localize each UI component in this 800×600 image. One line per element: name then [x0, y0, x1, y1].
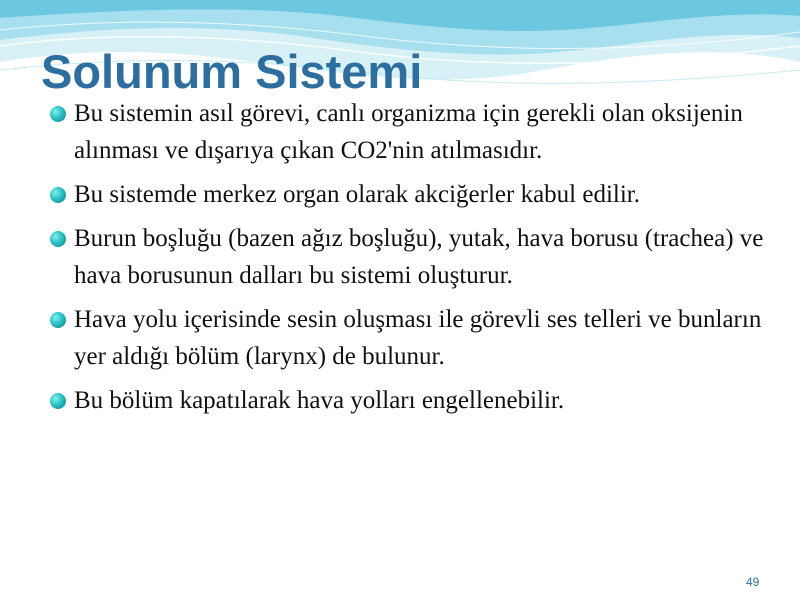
slide-title: Solunum Sistemi — [41, 45, 423, 98]
bullet-item — [50, 301, 770, 375]
bullet-item — [50, 95, 770, 169]
bullet-dot-icon — [50, 106, 66, 122]
bullet-text: Bu sistemde merkez organ olarak akciğerler kabul edilir. — [74, 181, 641, 208]
bullet-item — [50, 382, 770, 419]
bullet-dot-icon — [50, 187, 66, 203]
bullet-text: Bu bölüm kapatılarak hava yolları engellenebilir. — [74, 387, 565, 414]
page-number: 49 — [746, 575, 760, 589]
bullet-dot-icon — [50, 312, 66, 328]
bullet-text: Hava yolu içerisinde sesin oluşması ile görevli ses telleri ve bunların yer aldığı bölüm (larynx) de bulunur. — [74, 306, 762, 370]
bullet-text: Burun boşluğu (bazen ağız boşluğu), yutak, hava borusu (trachea) ve hava borusunun dalları bu sistemi oluşturur. — [74, 225, 764, 289]
bullet-item — [50, 220, 770, 294]
bullet-text: Bu sistemin asıl görevi, canlı organizma için gerekli olan oksijenin alınması ve dışarıya çıkan CO2'nin atılmasıdır. — [74, 100, 743, 164]
bullet-list — [50, 95, 770, 419]
bullet-dot-icon — [50, 393, 66, 409]
bullet-item — [50, 176, 770, 213]
bullet-dot-icon — [50, 231, 66, 247]
